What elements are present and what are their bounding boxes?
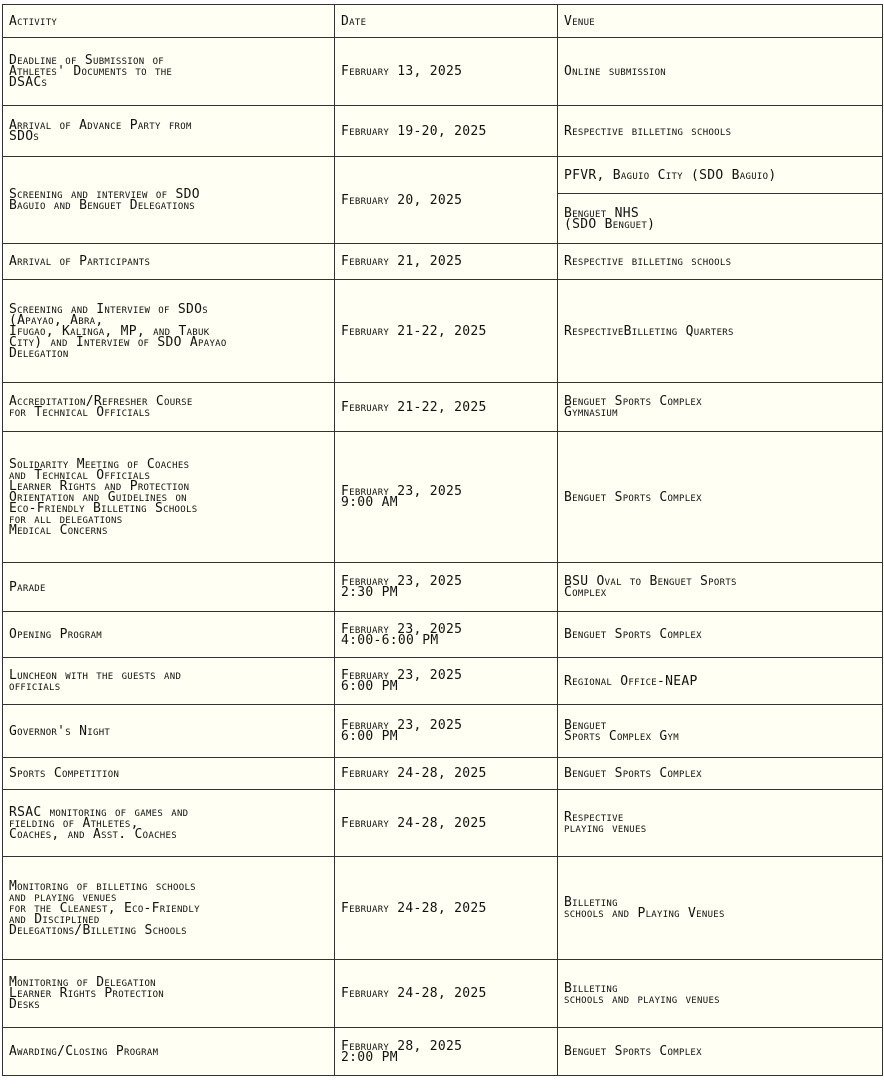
table-row bbox=[3, 857, 883, 960]
date-cell: February 23, 2025 9:00 AM bbox=[335, 432, 558, 563]
date-cell: February 13, 2025 bbox=[335, 38, 558, 106]
table-row bbox=[3, 38, 883, 106]
activity-cell: Awarding/Closing Program bbox=[3, 1028, 335, 1076]
table-row bbox=[3, 612, 883, 658]
table-row bbox=[3, 705, 883, 758]
table-row bbox=[3, 106, 883, 157]
date-cell: February 21, 2025 bbox=[335, 244, 558, 280]
schedule-table bbox=[2, 4, 883, 1076]
activity-cell: Screening and Interview of SDOs (Apayao, Abra, Ifugao, Kalinga, MP, and Tabuk City) and Interview of SDO Apayao Delegation bbox=[3, 280, 335, 383]
activity-cell: Solidarity Meeting of Coaches and Technical Officials Learner Rights and Protection Orientation and Guidelines on Eco-Friendly Billeting Schools for all delegations Medical Concerns bbox=[3, 432, 335, 563]
date-cell: February 24-28, 2025 bbox=[335, 758, 558, 790]
venue-cell: Respective playing venues bbox=[558, 790, 883, 857]
header-activity: Activity bbox=[3, 5, 335, 38]
date-cell: February 24-28, 2025 bbox=[335, 790, 558, 857]
activity-cell: Monitoring of Delegation Learner Rights Protection Desks bbox=[3, 960, 335, 1028]
table-row bbox=[3, 658, 883, 705]
venue-cell: Online submission bbox=[558, 38, 883, 106]
date-cell: February 21-22, 2025 bbox=[335, 280, 558, 383]
date-cell: February 23, 2025 6:00 PM bbox=[335, 705, 558, 758]
table-row bbox=[3, 960, 883, 1028]
venue-cell: PFVR, Baguio City (SDO Baguio) bbox=[558, 157, 883, 194]
venue-cell: Respective billeting schools bbox=[558, 106, 883, 157]
venue-cell: Benguet Sports Complex bbox=[558, 612, 883, 658]
venue-cell: Billeting schools and playing venues bbox=[558, 960, 883, 1028]
activity-cell: Sports Competition bbox=[3, 758, 335, 790]
header-row bbox=[3, 5, 883, 38]
date-cell: February 21-22, 2025 bbox=[335, 383, 558, 432]
venue-cell: Benguet Sports Complex bbox=[558, 432, 883, 563]
date-cell: February 23, 2025 6:00 PM bbox=[335, 658, 558, 705]
venue-cell: Benguet Sports Complex bbox=[558, 1028, 883, 1076]
header-venue: Venue bbox=[558, 5, 883, 38]
table-row bbox=[3, 790, 883, 857]
venue-cell: RespectiveBilleting Quarters bbox=[558, 280, 883, 383]
activity-cell: Parade bbox=[3, 563, 335, 612]
date-cell: February 20, 2025 bbox=[335, 157, 558, 244]
date-cell: February 19-20, 2025 bbox=[335, 106, 558, 157]
activity-cell: Opening Program bbox=[3, 612, 335, 658]
table-row bbox=[3, 758, 883, 790]
date-cell: February 23, 2025 2:30 PM bbox=[335, 563, 558, 612]
venue-cell: Respective billeting schools bbox=[558, 244, 883, 280]
activity-cell: Arrival of Participants bbox=[3, 244, 335, 280]
activity-cell: Monitoring of billeting schools and playing venues for the Cleanest, Eco-Friendly and Disciplined Delegations/Billeting Schools bbox=[3, 857, 335, 960]
table-row bbox=[3, 383, 883, 432]
date-cell: February 24-28, 2025 bbox=[335, 960, 558, 1028]
table-row bbox=[3, 1028, 883, 1076]
table-row bbox=[3, 157, 883, 194]
activity-cell: Luncheon with the guests and officials bbox=[3, 658, 335, 705]
activity-cell: Accreditation/Refresher Course for Technical Officials bbox=[3, 383, 335, 432]
table-row bbox=[3, 244, 883, 280]
date-cell: February 23, 2025 4:00-6:00 PM bbox=[335, 612, 558, 658]
venue-cell: Benguet NHS (SDO Benguet) bbox=[558, 194, 883, 244]
table-row bbox=[3, 432, 883, 563]
activity-cell: RSAC monitoring of games and fielding of Athletes, Coaches, and Asst. Coaches bbox=[3, 790, 335, 857]
activity-cell: Arrival of Advance Party from SDOs bbox=[3, 106, 335, 157]
activity-cell: Screening and interview of SDO Baguio and Benguet Delegations bbox=[3, 157, 335, 244]
activity-cell: Governor's Night bbox=[3, 705, 335, 758]
header-date: Date bbox=[335, 5, 558, 38]
venue-cell: Benguet Sports Complex Gymnasium bbox=[558, 383, 883, 432]
date-cell: February 24-28, 2025 bbox=[335, 857, 558, 960]
venue-cell: Benguet Sports Complex bbox=[558, 758, 883, 790]
venue-cell: Regional Office-NEAP bbox=[558, 658, 883, 705]
date-cell: February 28, 2025 2:00 PM bbox=[335, 1028, 558, 1076]
table-row bbox=[3, 563, 883, 612]
venue-cell: Benguet Sports Complex Gym bbox=[558, 705, 883, 758]
venue-cell: Billeting schools and Playing Venues bbox=[558, 857, 883, 960]
activity-cell: Deadline of Submission of Athletes' Documents to the DSACs bbox=[3, 38, 335, 106]
table-row bbox=[3, 280, 883, 383]
venue-cell: BSU Oval to Benguet Sports Complex bbox=[558, 563, 883, 612]
